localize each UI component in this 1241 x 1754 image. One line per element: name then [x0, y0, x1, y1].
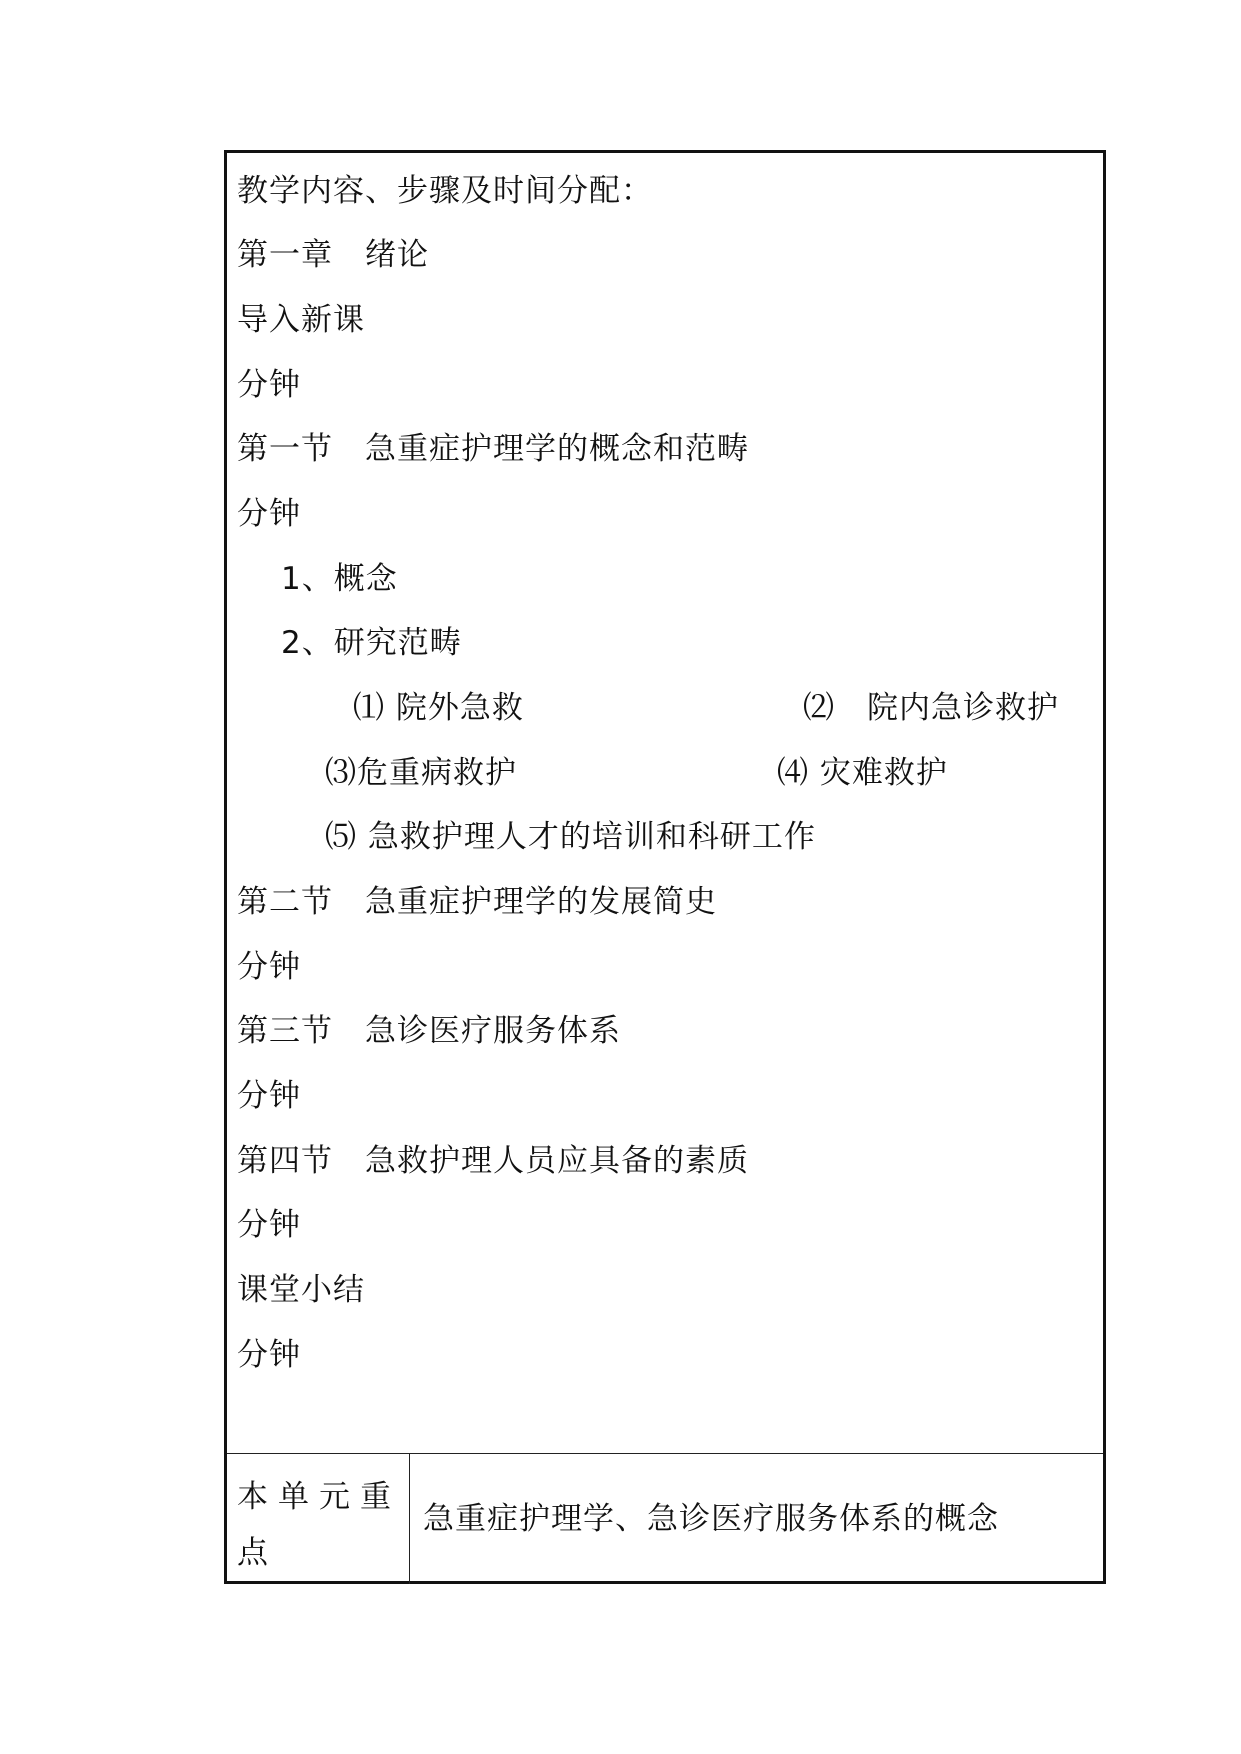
sub-item: ⑵ 院内急诊救护 — [803, 690, 1059, 726]
sub-item: ⑶危重病救护 — [325, 755, 517, 791]
summary-line: 课堂小结 — [237, 1272, 365, 1308]
minutes-label: 分钟 — [237, 949, 301, 985]
sub-item: ⑴ 院外急救 — [353, 690, 524, 726]
section-title: 第一节 急重症护理学的概念和范畴 — [237, 431, 749, 467]
minutes-label: 分钟 — [237, 496, 301, 532]
chapter-title: 第一章 绪论 — [237, 237, 429, 273]
list-item: 2、研究范畴 — [281, 625, 462, 661]
row-divider — [227, 1453, 1103, 1454]
minutes-label: 分钟 — [237, 1207, 301, 1243]
list-item: 1、概念 — [281, 561, 398, 597]
minutes-label: 分钟 — [237, 367, 301, 403]
sub-item: ⑷ 灾难救护 — [777, 755, 948, 791]
intro-line: 导入新课 — [237, 302, 365, 338]
minutes-label: 分钟 — [237, 1078, 301, 1114]
sub-item: ⑸ 急救护理人才的培训和科研工作 — [325, 819, 816, 855]
section-title: 第四节 急救护理人员应具备的素质 — [237, 1143, 749, 1179]
section-title: 第三节 急诊医疗服务体系 — [237, 1013, 621, 1049]
key-points-label: 本单元重点 — [237, 1479, 397, 1571]
section-title: 第二节 急重症护理学的发展简史 — [237, 884, 717, 920]
content-heading: 教学内容、步骤及时间分配： — [237, 173, 653, 209]
column-divider — [409, 1453, 410, 1584]
lesson-plan-table — [224, 150, 1106, 1584]
minutes-label: 分钟 — [237, 1337, 301, 1373]
key-points-value: 急重症护理学、急诊医疗服务体系的概念 — [423, 1501, 999, 1537]
